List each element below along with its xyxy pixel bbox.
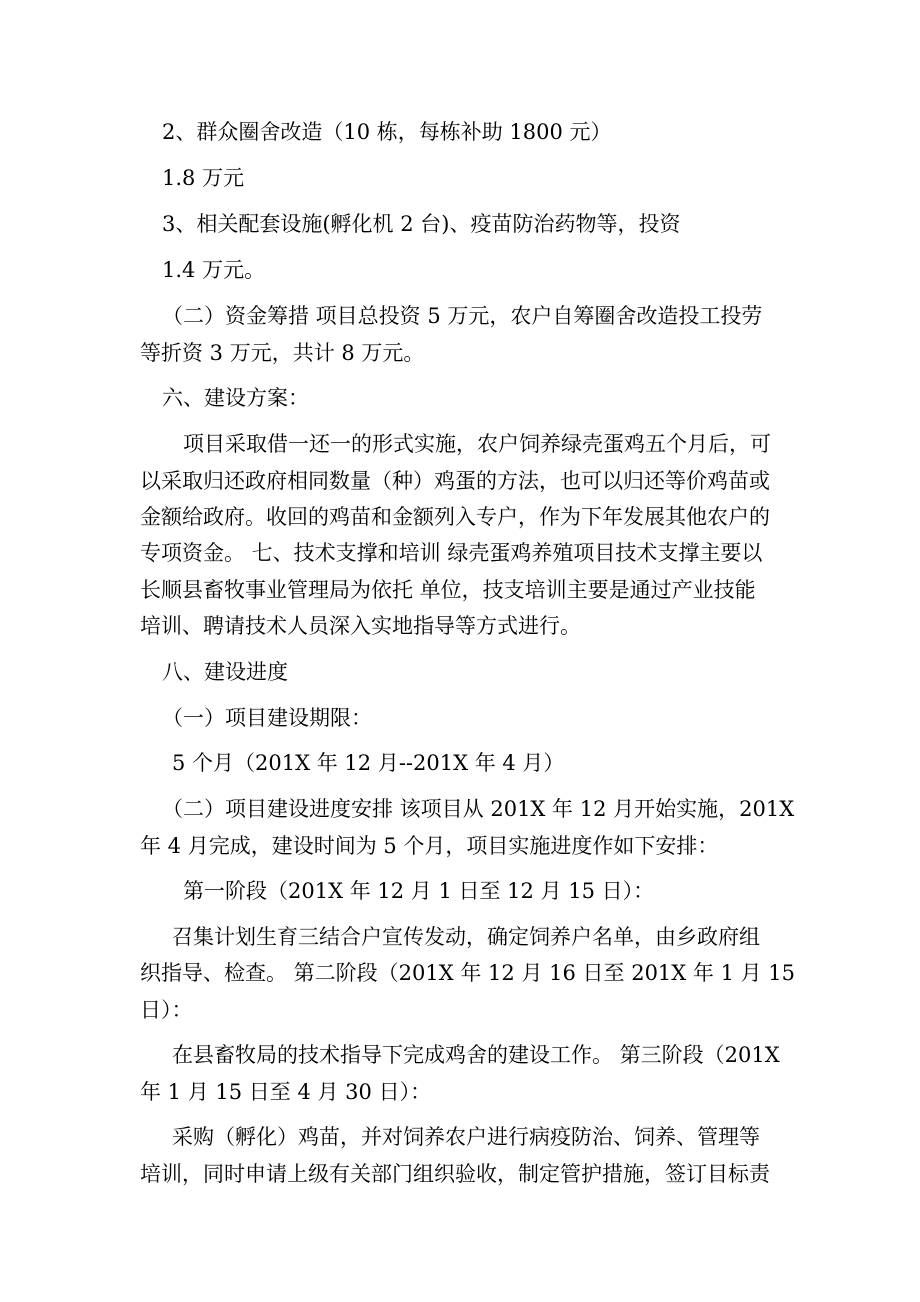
- text-line: （二）资金筹措 项目总投资 5 万元，农户自筹圈舍改造投工投劳: [162, 304, 763, 328]
- text-line: （一）项目建设期限：: [162, 706, 372, 730]
- text-line: 年 1 月 15 日至 4 月 30 日）：: [140, 1080, 432, 1104]
- text-line: 年 4 月完成，建设时间为 5 个月，项目实施进度作如下安排：: [140, 834, 719, 858]
- text-line: 专项资金。 七、技术支撑和培训 绿壳蛋鸡养殖项目技术支撑主要以: [140, 541, 763, 565]
- text-line: 培训、聘请技术人员深入实地指导等方式进行。: [140, 614, 581, 638]
- text-line: 1.4 万元。: [162, 258, 266, 282]
- section-heading: 八、建设进度: [162, 660, 288, 684]
- text-line: 第一阶段（201X 年 12 月 1 日至 12 月 15 日）：: [183, 879, 655, 903]
- text-line: 项目采取借一还一的形式实施，农户饲养绿壳蛋鸡五个月后，可: [183, 432, 771, 456]
- text-line: 2、群众圈舍改造（10 栋，每栋补助 1800 元）: [162, 120, 612, 144]
- text-line: 长顺县畜牧事业管理局为依托 单位，技支培训主要是通过产业技能: [140, 578, 756, 602]
- text-line: 金额给政府。收回的鸡苗和金额列入专户，作为下年发展其他农户的: [140, 505, 770, 529]
- text-line: 日）：: [140, 998, 193, 1022]
- text-line: 在县畜牧局的技术指导下完成鸡舍的建设工作。 第三阶段（201X: [172, 1043, 780, 1067]
- text-line: 1.8 万元: [162, 166, 245, 190]
- text-line: （二）项目建设进度安排 该项目从 201X 年 12 月开始实施，201X: [162, 797, 795, 821]
- text-line: 5 个月（201X 年 12 月--201X 年 4 月）: [172, 751, 565, 775]
- text-line: 培训，同时申请上级有关部门组织验收，制定管护措施，签订目标责: [140, 1162, 770, 1186]
- text-line: 以采取归还政府相同数量（种）鸡蛋的方法，也可以归还等价鸡苗或: [140, 469, 770, 493]
- text-line: 等折资 3 万元，共计 8 万元。: [140, 341, 425, 365]
- text-line: 3、相关配套设施(孵化机 2 台)、疫苗防治药物等，投资: [162, 212, 681, 236]
- text-line: 采购（孵化）鸡苗，并对饲养农户进行病疫防治、饲养、管理等: [172, 1125, 760, 1149]
- section-heading: 六、建设方案：: [162, 386, 309, 410]
- text-line: 织指导、检查。 第二阶段（201X 年 12 月 16 日至 201X 年 1 月 15: [140, 961, 796, 985]
- text-line: 召集计划生育三结合户宣传发动，确定饲养户名单，由乡政府组: [172, 925, 760, 949]
